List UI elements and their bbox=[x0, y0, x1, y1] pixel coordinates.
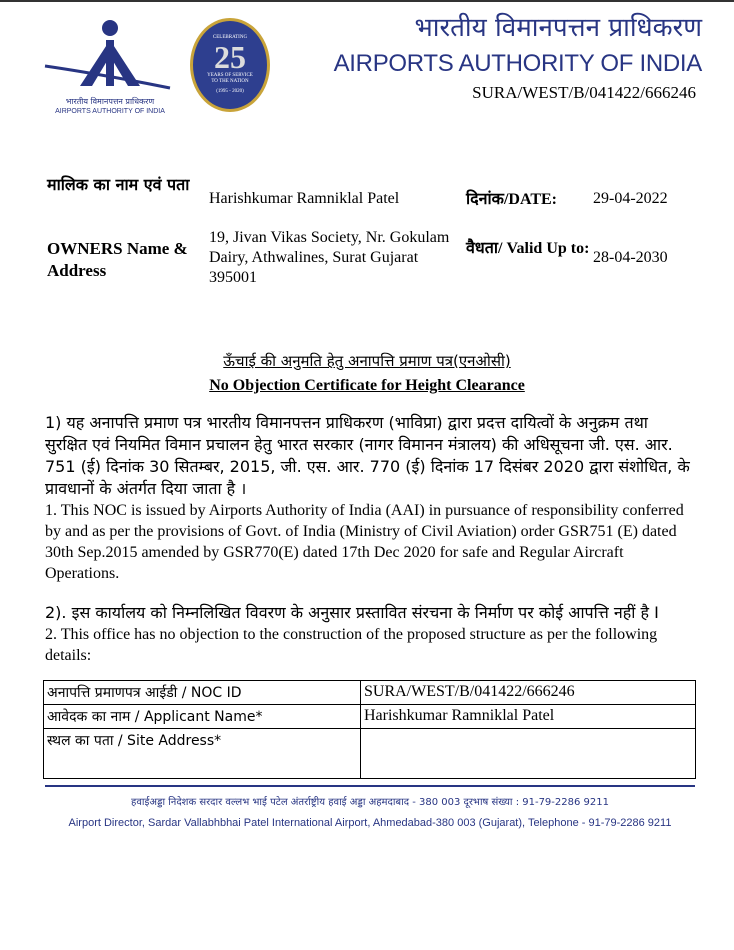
paragraph-1: 1) यह अनापत्ति प्रमाण पत्र भारतीय विमानपत्तन प्राधिकरण (भाविप्रा) द्वारा प्रदत्त दायित्वों के अनुक्रम तथा सुरक्षित एवं नियमित विमान प्रचालन हेतु भारत सरकार (नागर विमानन मंत्रालय) की अधिसूचना जी. एस. आर. 751 (ई) दिनांक 30 सितम्बर, 2015, जी. एस. आर. 770 (ई) दिनांक 17 दिसंबर 2020 द्वारा संशोधित, के प्रावधानों के अंतर्गत दिया जाता है । 1. This NOC is issued by Airports Authority of India (AAI) in pursuance of responsibility conferred by and as per the provisions of Govt. of India (Ministry of Civil Aviation) order GSR751 (E) dated 30th Sep.2015 amended by GSR770(E) dated 17th Dec 2020 for safe and Regular Aircraft Operations. bbox=[45, 413, 690, 582]
certificate-title-hindi: ऊँचाई की अनुमति हेतु अनापत्ति प्रमाण पत्र(एनओसी) bbox=[223, 352, 511, 370]
valid-value: 28-04-2030 bbox=[593, 249, 668, 266]
valid-label: वैधता/ Valid Up to: bbox=[466, 240, 590, 257]
footer-english: Airport Director, Sardar Vallabhbhai Patel International Airport, Ahmedabad-380 003 (Gujarat), Telephone - 91-79-2286 9211 bbox=[68, 817, 672, 829]
details-table bbox=[43, 680, 696, 779]
table-row: अनापत्ति प्रमाणपत्र आईडी / NOC ID SURA/WEST/B/041422/666246 bbox=[44, 681, 696, 705]
footer-divider bbox=[45, 785, 695, 787]
certificate-title-english: No Objection Certificate for Height Clearance bbox=[209, 377, 525, 394]
aai-logo: भारतीय विमानपत्तन प्राधिकरण AIRPORTS AUTHORITY OF INDIA bbox=[40, 16, 180, 116]
owner-label-hindi: मालिक का नाम एवं पता bbox=[47, 175, 190, 194]
paragraph-2: 2). इस कार्यालय को निम्नलिखित विवरण के अनुसार प्रस्तावित संरचना के निर्माण पर कोई आपत्ति नहीं है I 2. This office has no objection to the construction of the proposed structure as per the following details: bbox=[45, 603, 659, 664]
owner-label-english: OWNERS Name & Address bbox=[47, 239, 188, 280]
aai-emblem-icon bbox=[40, 16, 180, 91]
anniversary-badge: CELEBRATING 25 YEARS OF SERVICE TO THE NATION (1995 - 2020) bbox=[190, 18, 270, 112]
table-row: आवेदक का नाम / Applicant Name* Harishkumar Ramniklal Patel bbox=[44, 705, 696, 729]
owner-name: Harishkumar Ramniklal Patel bbox=[209, 190, 400, 207]
header-title-english: AIRPORTS AUTHORITY OF INDIA bbox=[333, 50, 702, 77]
table-row: स्थल का पता / Site Address* bbox=[44, 729, 696, 779]
date-label: दिनांक/DATE: bbox=[466, 191, 557, 208]
footer-hindi: हवाईअड्डा निदेशक सरदार वल्लभ भाई पटेल अंतर्राष्ट्रीय हवाई अड्डा अहमदाबाद - 380 003 दूरभाष संख्या : 91-79-2286 9211 bbox=[131, 797, 609, 808]
document-body bbox=[45, 412, 695, 831]
header-title-hindi: भारतीय विमानपत्तन प्राधिकरण bbox=[414, 13, 702, 43]
owner-address: 19, Jivan Vikas Society, Nr. Gokulam Dairy, Athwalines, Surat Gujarat 395001 bbox=[209, 229, 450, 286]
date-value: 29-04-2022 bbox=[593, 190, 668, 207]
reference-number: SURA/WEST/B/041422/666246 bbox=[472, 83, 696, 102]
